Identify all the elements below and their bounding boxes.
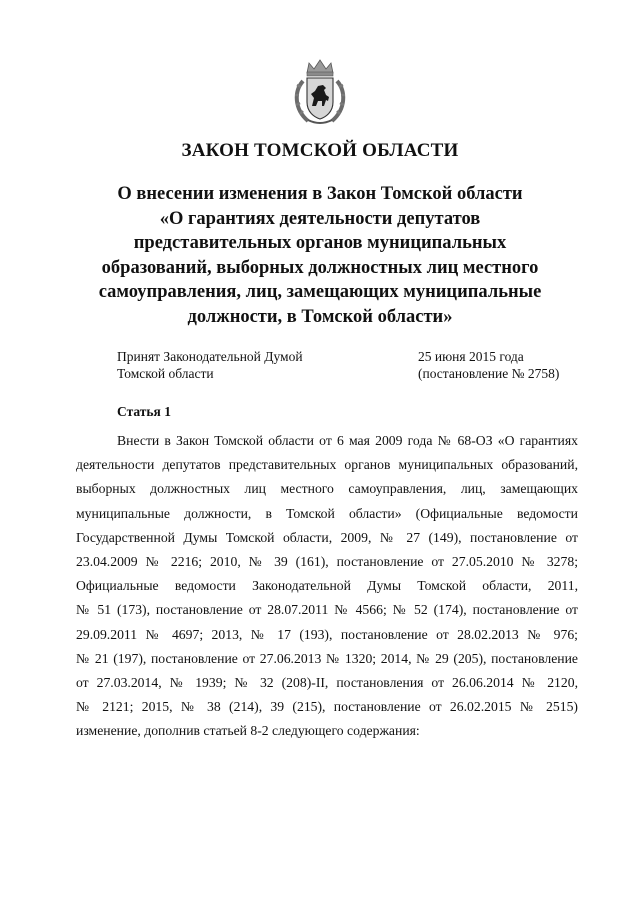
adoption-authority (117, 348, 303, 382)
article-line: Государственной Думы Томской области, 2009, № 27 (149), постановление от (76, 529, 578, 545)
tomsk-oblast-coat-of-arms-icon (290, 57, 350, 129)
article-body (76, 429, 578, 744)
article-line: муниципальные должности, в Томской области» (Официальные ведомости (76, 505, 578, 521)
document-title: ЗАКОН ТОМСКОЙ ОБЛАСТИ (181, 140, 459, 161)
article-line: № 51 (173), постановление от 28.07.2011 № 4566; № 52 (174), постановление от (76, 602, 578, 618)
article-line: изменение, дополнив статьей 8-2 следующего содержания: (76, 723, 420, 739)
article-line: 29.09.2011 № 4697; 2013, № 17 (193), постановление от 28.02.2013 № 976; (76, 626, 578, 642)
article-line: от 27.03.2014, № 1939; № 32 (208)-II, постановления от 26.06.2014 № 2120, (76, 675, 578, 691)
article-line: Официальные ведомости Законодательной Думы Томской области, 2011, (76, 578, 578, 594)
adoption-date (418, 348, 559, 382)
subtitle-line: О внесении изменения в Закон Томской области (117, 184, 523, 204)
adoption-authority-line: Принят Законодательной Думой (117, 349, 303, 364)
article-line: 23.04.2009 № 2216; 2010, № 39 (161), постановление от 27.05.2010 № 3278; (76, 554, 578, 570)
article-line: № 2121; 2015, № 38 (214), 39 (215), постановление от 26.02.2015 № 2515) (76, 699, 578, 715)
article-line: деятельности депутатов представительных органов муниципальных образований, (76, 457, 578, 473)
article-line: выборных должностных лиц местного самоуправления, лиц, замещающих (76, 481, 578, 497)
adoption-authority-line: Томской области (117, 366, 214, 381)
document-subtitle (60, 182, 580, 330)
adoption-date-line: 25 июня 2015 года (418, 349, 524, 364)
subtitle-line: «О гарантиях деятельности депутатов (159, 208, 481, 229)
adoption-resolution-line: (постановление № 2758) (418, 366, 560, 381)
article-line: № 21 (197), постановление от 27.06.2013 № 1320; 2014, № 29 (205), постановление (76, 650, 578, 666)
subtitle-line: представительных органов муниципальных (133, 233, 507, 254)
article-line: Внести в Закон Томской области от 6 мая 2009 года № 68-ОЗ «О гарантиях (117, 433, 578, 448)
article-heading: Статья 1 (117, 404, 171, 419)
subtitle-line: должности, в Томской области» (187, 306, 453, 327)
subtitle-line: образований, выборных должностных лиц местного (101, 257, 539, 278)
subtitle-line: самоуправления, лиц, замещающих муниципальные (98, 282, 542, 303)
